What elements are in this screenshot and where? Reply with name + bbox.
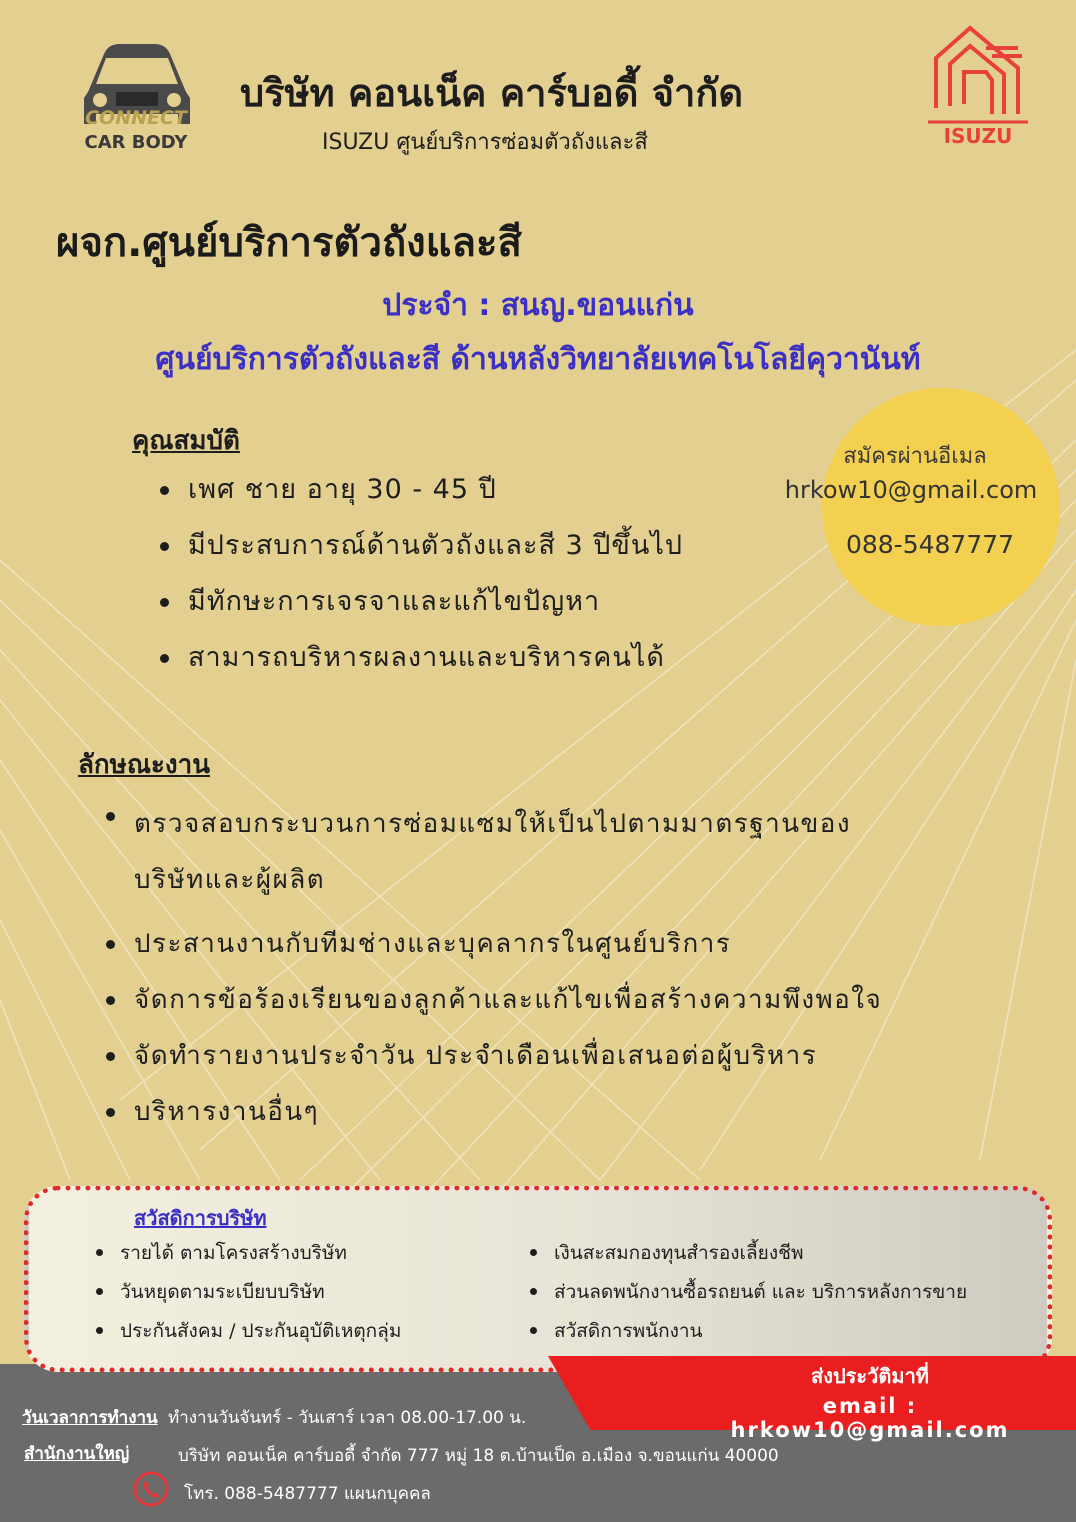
duty-line-1: ตรวจสอบกระบวนการซ่อมแซมให้เป็นไปตามมาตรฐานของ bbox=[134, 809, 852, 839]
list-item bbox=[106, 796, 882, 908]
job-station: ประจำ : สนญ.ขอนแก่น bbox=[382, 288, 694, 323]
benefits-list-right bbox=[528, 1240, 967, 1357]
company-name: บริษัท คอนเน็ค คาร์บอดี้ จำกัด bbox=[240, 71, 743, 115]
duties-list bbox=[106, 796, 882, 1148]
list-item: ส่วนลดพนักงานซื้อรถยนต์ และ บริการหลังการขาย bbox=[528, 1279, 967, 1318]
list-item: จัดทำรายงานประจำวัน ประจำเดือนเพื่อเสนอต่อผู้บริหาร bbox=[106, 1036, 882, 1076]
contact-phone[interactable]: โทร. 088-5487777 แผนกบุคคล bbox=[184, 1484, 431, 1504]
list-item: ประสานงานกับทีมช่างและบุคลากรในศูนย์บริการ bbox=[106, 924, 882, 964]
list-item: รายได้ ตามโครงสร้างบริษัท bbox=[94, 1240, 401, 1279]
company-subtitle: ISUZU ศูนย์บริการซ่อมตัวถังและสี bbox=[322, 130, 648, 155]
svg-text:CONNECT: CONNECT bbox=[85, 107, 187, 129]
working-hours-value: ทำงานวันจันทร์ - วันเสาร์ เวลา 08.00-17.00 น. bbox=[168, 1408, 527, 1428]
list-item: จัดการข้อร้องเรียนของลูกค้าและแก้ไขเพื่อสร้างความพึงพอใจ bbox=[106, 980, 882, 1020]
send-resume-email[interactable]: email : hrkow10@gmail.com bbox=[730, 1394, 1010, 1442]
list-item: ประกันสังคม / ประกันอุบัติเหตุกลุ่ม bbox=[94, 1318, 401, 1357]
connect-car-body-logo bbox=[68, 36, 204, 156]
duties-heading: ลักษณะงาน bbox=[78, 750, 210, 780]
job-title: ผจก.ศูนย์บริการตัวถังและสี bbox=[56, 220, 522, 266]
list-item: วันหยุดตามระเบียบบริษัท bbox=[94, 1279, 401, 1318]
benefits-list-left bbox=[94, 1240, 401, 1357]
list-item: มีทักษะการเจรจาและแก้ไขปัญหา bbox=[160, 582, 683, 638]
isuzu-logo bbox=[926, 18, 1030, 148]
send-resume-label: ส่งประวัติมาที่ bbox=[811, 1364, 929, 1388]
qualifications-list bbox=[160, 470, 683, 694]
apply-badge bbox=[822, 388, 1060, 626]
svg-text:CAR BODY: CAR BODY bbox=[84, 132, 188, 153]
duty-line-2: บริษัทและผู้ผลิต bbox=[134, 865, 326, 895]
job-location: ศูนย์บริการตัวถังและสี ด้านหลังวิทยาลัยเทคโนโลยีคุวานันท์ bbox=[155, 342, 921, 377]
list-item: เพศ ชาย อายุ 30 - 45 ปี bbox=[160, 470, 683, 526]
list-item: บริหารงานอื่นๆ bbox=[106, 1092, 882, 1132]
list-item: สามารถบริหารผลงานและบริหารคนได้ bbox=[160, 638, 683, 694]
qualifications-heading: คุณสมบัติ bbox=[132, 426, 240, 456]
apply-email-link[interactable]: hrkow10@gmail.com bbox=[784, 476, 1038, 504]
svg-text:ISUZU: ISUZU bbox=[943, 124, 1013, 148]
working-hours-label: วันเวลาการทำงาน bbox=[22, 1408, 158, 1428]
benefits-heading: สวัสดิการบริษัท bbox=[134, 1206, 267, 1230]
list-item: มีประสบการณ์ด้านตัวถังและสี 3 ปีขึ้นไป bbox=[160, 526, 683, 582]
list-item: เงินสะสมกองทุนสำรองเลี้ยงชีพ bbox=[528, 1240, 967, 1279]
head-office-label: สำนักงานใหญ่ bbox=[24, 1444, 130, 1464]
phone-icon bbox=[132, 1470, 170, 1508]
apply-label: สมัครผ่านอีเมล bbox=[843, 444, 987, 469]
head-office-address: บริษัท คอนเน็ค คาร์บอดี้ จำกัด 777 หมู่ 18 ต.บ้านเป็ด อ.เมือง จ.ขอนแก่น 40000 bbox=[178, 1446, 779, 1466]
apply-phone[interactable]: 088-5487777 bbox=[845, 530, 1015, 559]
list-item: สวัสดิการพนักงาน bbox=[528, 1318, 967, 1357]
